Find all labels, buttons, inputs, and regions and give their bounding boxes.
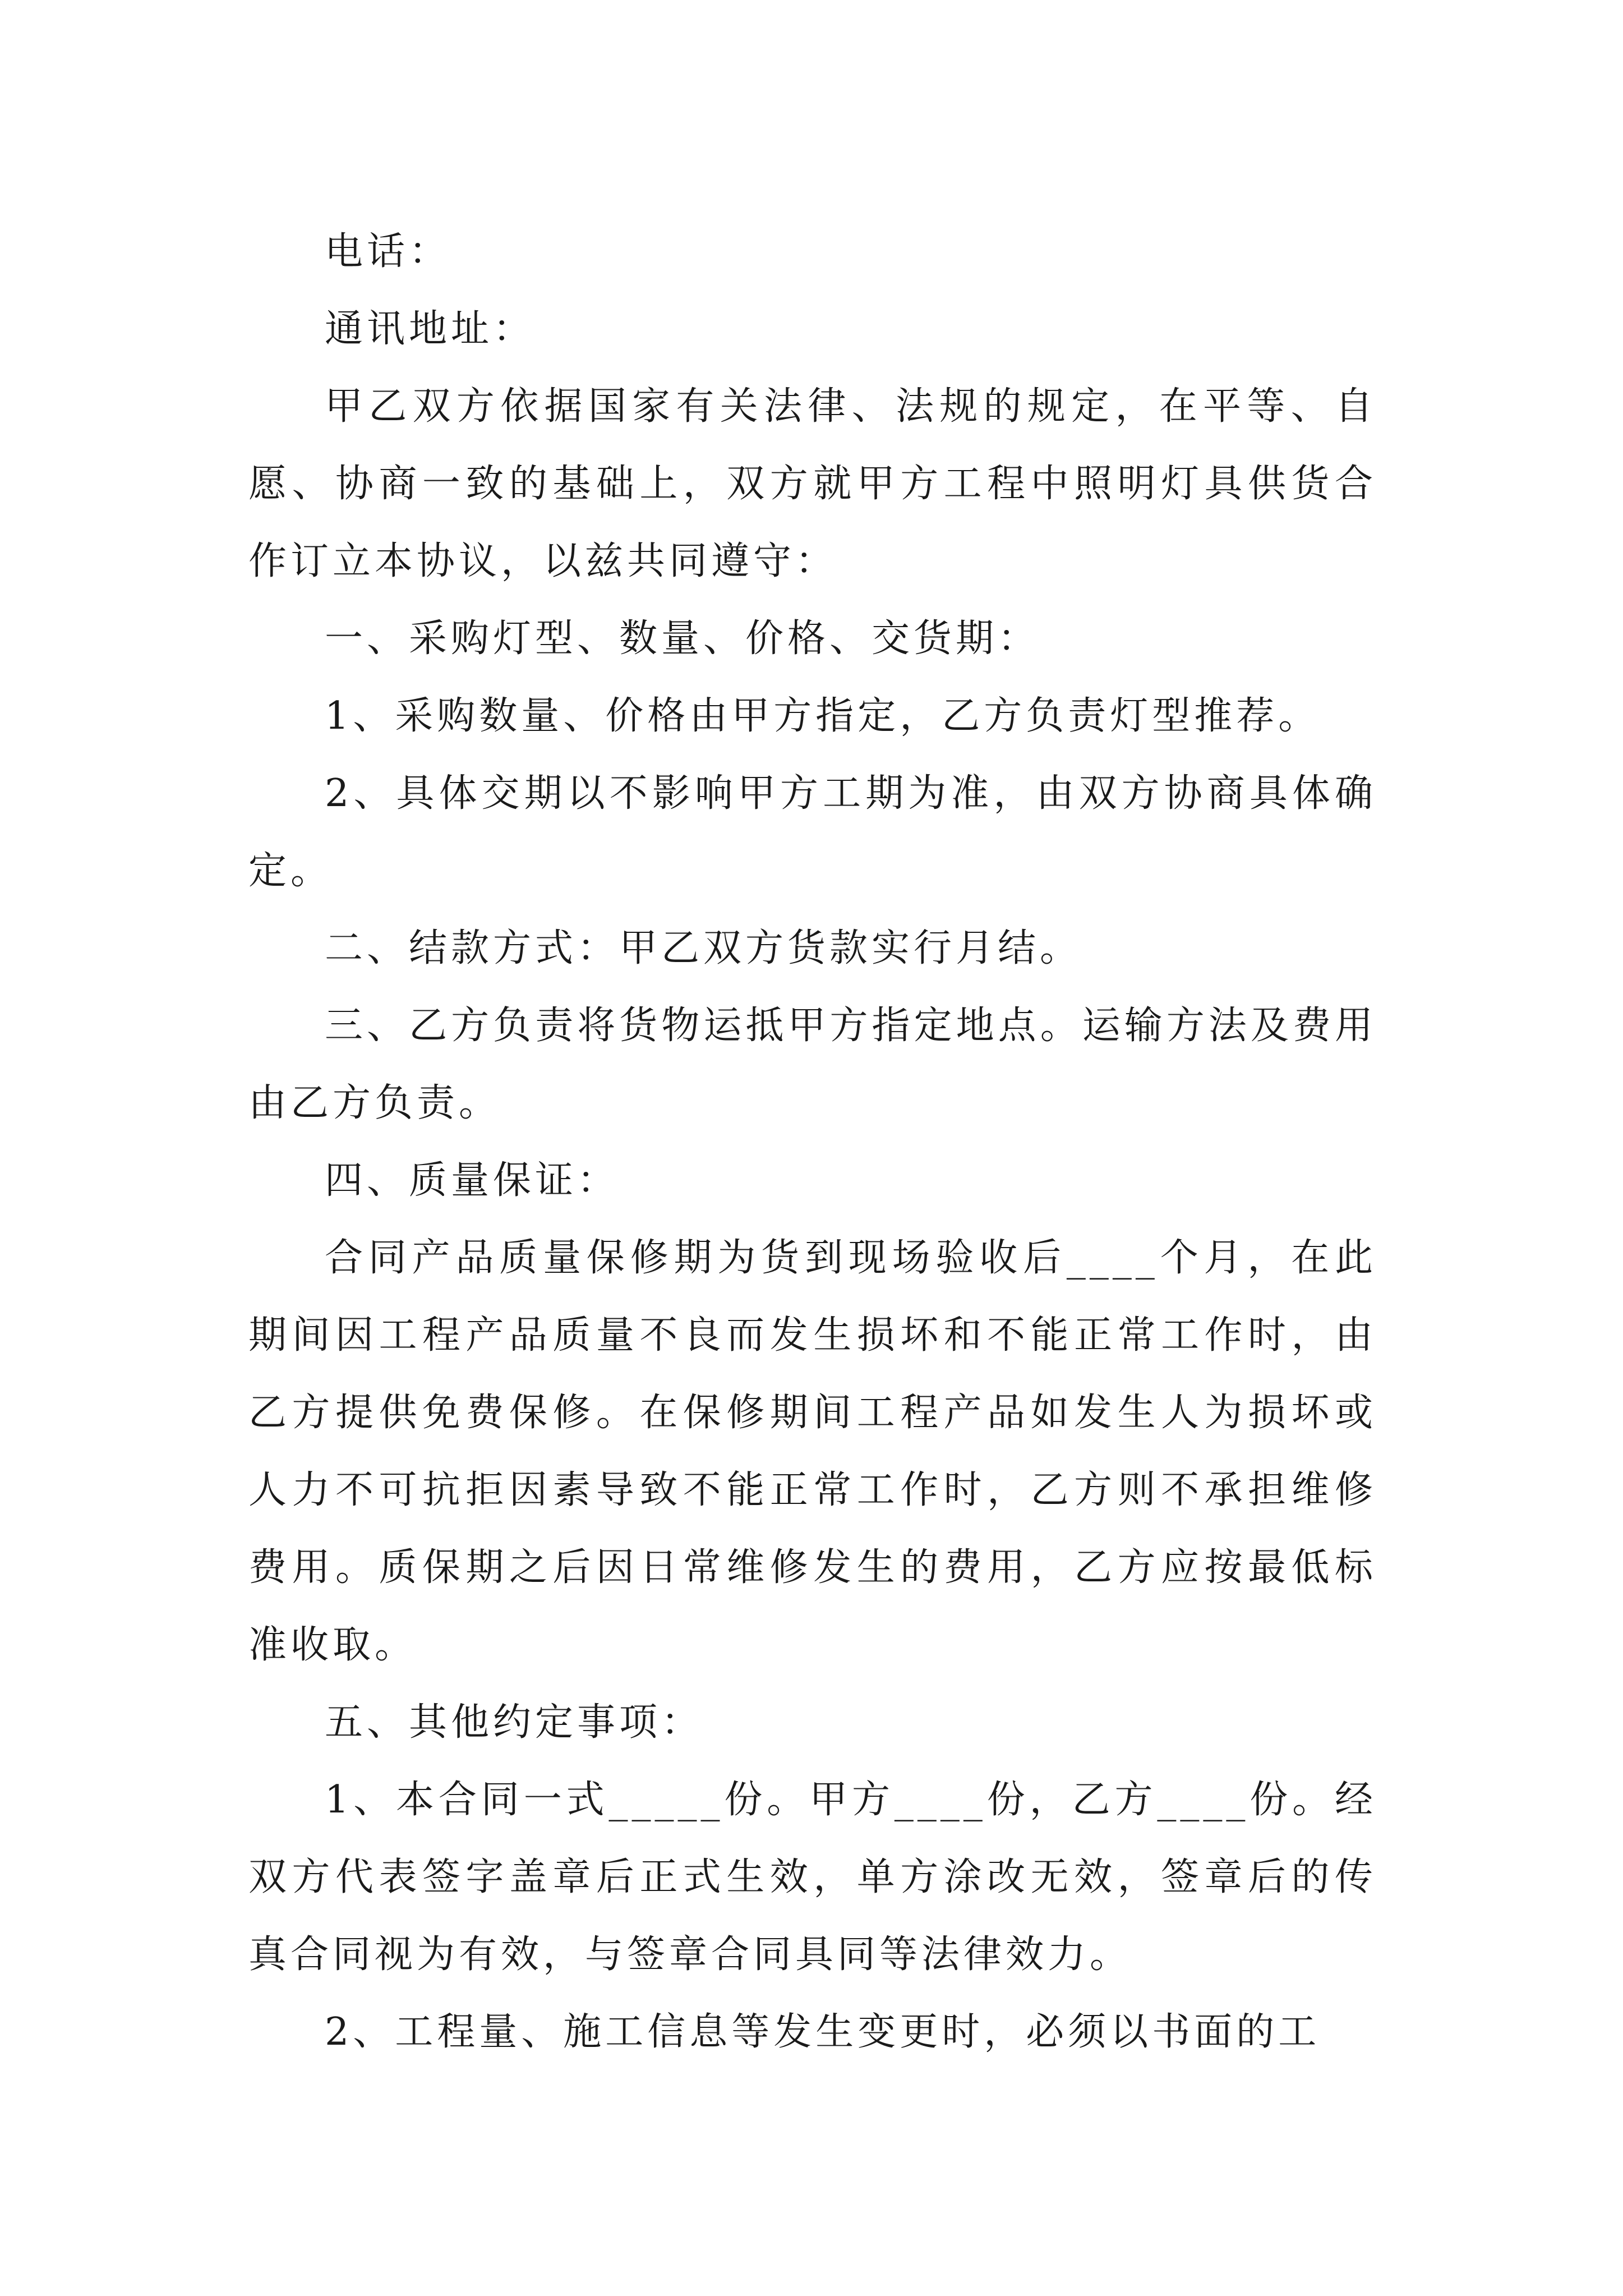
document-page [248, 213, 1377, 2071]
section-5-item-2: 2、工程量、施工信息等发生变更时，必须以书面的工 [325, 2010, 1321, 2054]
section-5-item-1: 1、本合同一式_____份。甲方____份，乙方____份。经双方代表签字盖章后正式生效，单方涂改无效，签章后的传真合同视为有效，与签章合同具同等法律效力。 [248, 1778, 1377, 1977]
section-5-heading: 五、其他约定事项： [325, 1700, 704, 1745]
section-4-warranty-paragraph: 合同产品质量保修期为货到现场验收后____个月，在此期间因工程产品质量不良而发生损坏和不能正常工作时，由乙方提供免费保修。在保修期间工程产品如发生人为损坏或人力不可抗拒因素导致不能正常工作时，乙方则不承担维修费用。质保期之后因日常维修发生的费用，乙方应按最低标准收取。 [248, 1236, 1377, 1667]
section-1-heading: 一、采购灯型、数量、价格、交货期： [325, 616, 1040, 661]
section-4-heading: 四、质量保证： [325, 1158, 620, 1203]
section-1-item-2: 2、具体交期以不影响甲方工期为准，由双方协商具体确定。 [248, 771, 1377, 893]
phone-line: 电话： [325, 229, 451, 274]
preamble-paragraph: 甲乙双方依据国家有关法律、法规的规定，在平等、自愿、协商一致的基础上，双方就甲方工程中照明灯具供货合作订立本协议，以兹共同遵守： [248, 384, 1377, 583]
section-2-payment: 二、结款方式：甲乙双方货款实行月结。 [325, 926, 1082, 970]
address-line: 通讯地址： [325, 307, 536, 351]
section-3-delivery: 三、乙方负责将货物运抵甲方指定地点。运输方法及费用由乙方负责。 [248, 1004, 1377, 1125]
section-1-item-1: 1、采购数量、价格由甲方指定，乙方负责灯型推荐。 [325, 694, 1321, 738]
